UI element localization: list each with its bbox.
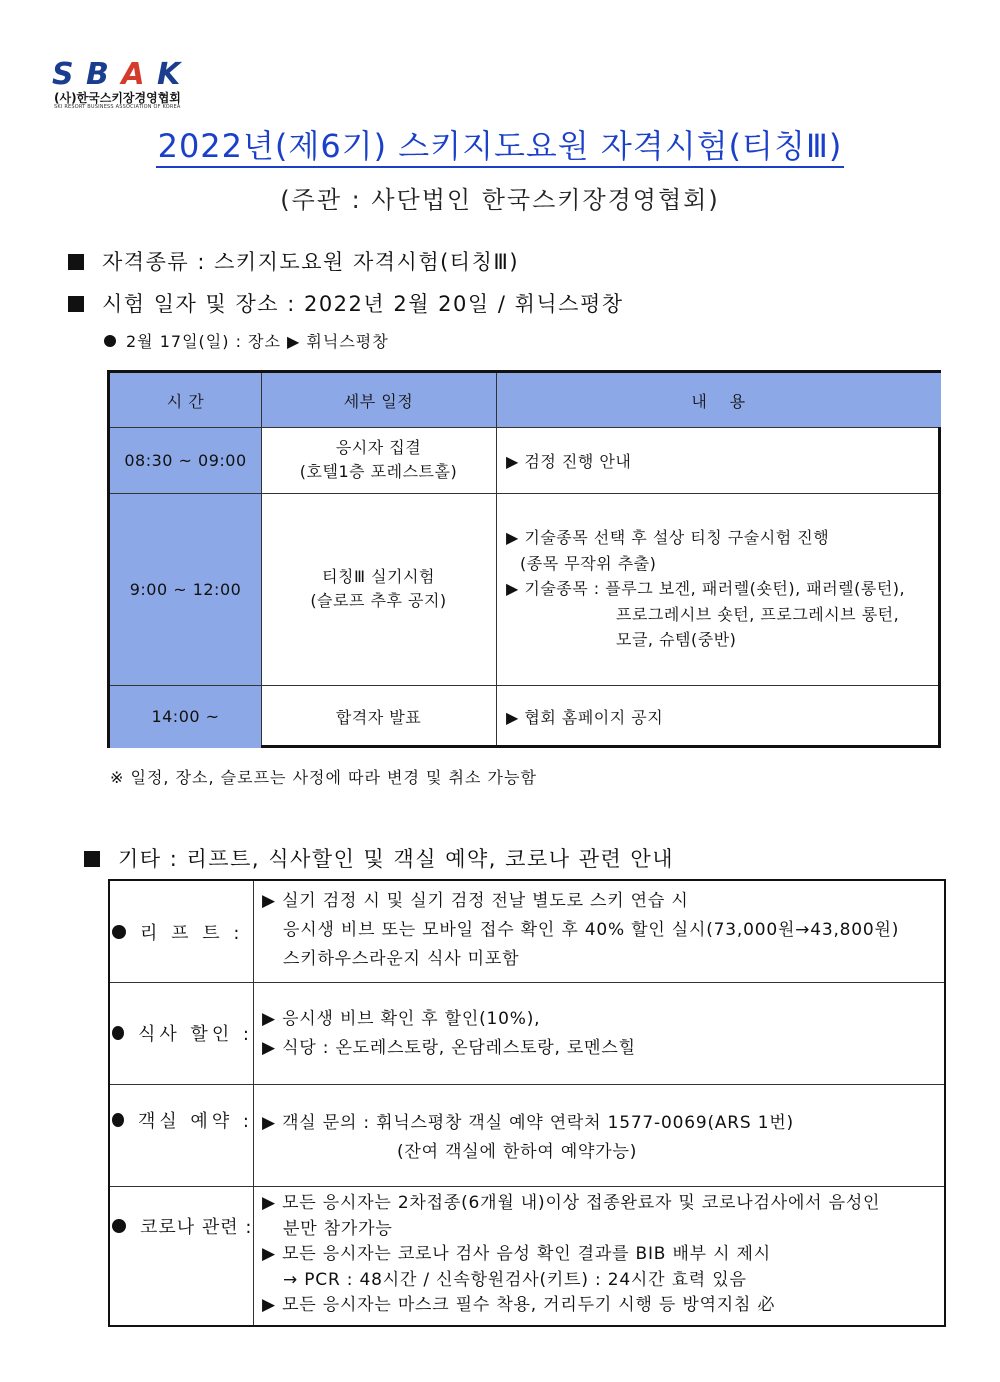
header-detail: 세부 일정 (261, 373, 496, 427)
etc-label-lift: 리 프 트 : (110, 881, 253, 982)
divider (496, 373, 497, 745)
content-line: ▶ 기술종목 선택 후 설상 티칭 구술시험 진행 (506, 528, 830, 547)
square-bullet-icon (68, 296, 84, 312)
schedule-note: ※ 일정, 장소, 슬로프는 사정에 따라 변경 및 취소 가능함 (110, 768, 537, 787)
etc-line: ▶ 식당 : 온도레스토랑, 온담레스토랑, 로멘스힐 (262, 1038, 636, 1058)
content-line: ▶ 검정 진행 안내 (506, 451, 632, 471)
divider (110, 685, 938, 686)
logo-org-english: SKI RESORT BUSINESS ASSOCIATION OF KOREA (54, 104, 181, 110)
etc-line: (잔여 객실에 한하여 예약가능) (397, 1142, 638, 1162)
row-detail (261, 427, 496, 493)
content-line: ▶ 기술종목 : 플루그 보겐, 패러렐(숏턴), 패러렐(롱턴), (506, 579, 906, 598)
detail-line: (슬로프 추후 공지) (310, 591, 447, 610)
etc-label-meal: 식사 할인 : (110, 982, 253, 1084)
row-detail (261, 493, 496, 685)
page-title: 2022년(제6기) 스키지도요원 자격시험(티칭Ⅲ) (0, 125, 1000, 167)
etc-line: 스키하우스라운지 식사 미포함 (283, 949, 520, 969)
etc-heading: 기타 : 리프트, 식사할인 및 객실 예약, 코로나 관련 안내 (84, 843, 674, 873)
square-bullet-icon (84, 851, 100, 867)
row-time: 9:00 ~ 12:00 (110, 493, 261, 685)
sub-bullet: 2월 17일(일) : 장소 ▶ 휘닉스평창 (104, 329, 389, 352)
logo (52, 57, 182, 112)
row-time: 14:00 ~ (110, 685, 261, 748)
detail-line: 티칭Ⅲ 실기시험 (322, 567, 435, 586)
content-line: ▶ 협회 홈페이지 공지 (506, 708, 664, 727)
divider (110, 493, 938, 494)
etc-line: ▶ 객실 문의 : 휘닉스평창 객실 예약 연락처 1577-0069(ARS 1번) (262, 1113, 794, 1133)
etc-body-lift (262, 887, 899, 974)
etc-line: ▶ 모든 응시자는 2차접종(6개월 내)이상 접종완료자 및 코로나검사에서 음성인 (262, 1193, 881, 1213)
logo-mark: S B A K (52, 57, 182, 92)
etc-line: ▶ 모든 응시자는 마스크 필수 착용, 거리두기 시행 등 방역지침 必 (262, 1295, 776, 1315)
etc-label-room: 객실 예약 : (110, 1084, 253, 1156)
header-content: 내 용 (496, 373, 941, 427)
date-place-heading: 시험 일자 및 장소 : 2022년 2월 20일 / 휘닉스평창 (68, 288, 624, 318)
row-detail: 합격자 발표 (335, 708, 422, 727)
etc-body-covid (262, 1191, 880, 1319)
header-time: 시 간 (110, 373, 261, 427)
divider (253, 881, 254, 1325)
content-line: 모글, 슈템(중반) (616, 630, 737, 649)
etc-body-room (262, 1109, 794, 1167)
detail-line: 응시자 집결 (335, 438, 422, 457)
row-time: 08:30 ~ 09:00 (110, 427, 261, 493)
etc-line: 응시생 비브 또는 모바일 접수 확인 후 40% 할인 실시(73,000원→43,800원) (283, 920, 900, 940)
square-bullet-icon (68, 254, 84, 270)
row-content (506, 525, 941, 653)
etc-line: ▶ 실기 검정 시 및 실기 검정 전날 별도로 스키 연습 시 (262, 891, 689, 911)
etc-line: → PCR : 48시간 / 신속항원검사(키트) : 24시간 효력 있음 (283, 1269, 747, 1290)
circle-bullet-icon (112, 1113, 124, 1127)
logo-org-korean: (사)한국스키장경영협회 (54, 91, 181, 105)
divider (110, 427, 938, 428)
page-subtitle: (주관 : 사단법인 한국스키장경영협회) (280, 186, 720, 214)
row-content (506, 685, 941, 748)
content-line: (종목 무작위 추출) (520, 553, 657, 573)
circle-bullet-icon (104, 335, 116, 347)
circle-bullet-icon (112, 1026, 124, 1040)
etc-label-covid: 코로나 관련 : (110, 1186, 253, 1266)
circle-bullet-icon (112, 925, 126, 939)
content-line: 프로그레시브 숏턴, 프로그레시브 롱턴, (616, 604, 900, 624)
etc-body-meal (262, 1005, 636, 1063)
etc-table (108, 879, 946, 1327)
schedule-table (107, 370, 941, 748)
etc-line: ▶ 모든 응시자는 코로나 검사 음성 확인 결과를 BIB 배부 시 제시 (262, 1244, 771, 1264)
divider (261, 373, 262, 745)
qualification-heading: 자격종류 : 스키지도요원 자격시험(티칭Ⅲ) (68, 246, 519, 276)
detail-line: (호텔1층 포레스트홀) (299, 462, 458, 481)
etc-line: ▶ 응시생 비브 확인 후 할인(10%), (262, 1009, 541, 1029)
etc-line: 분만 참가가능 (283, 1218, 393, 1239)
row-content (506, 427, 941, 493)
circle-bullet-icon (112, 1219, 126, 1233)
